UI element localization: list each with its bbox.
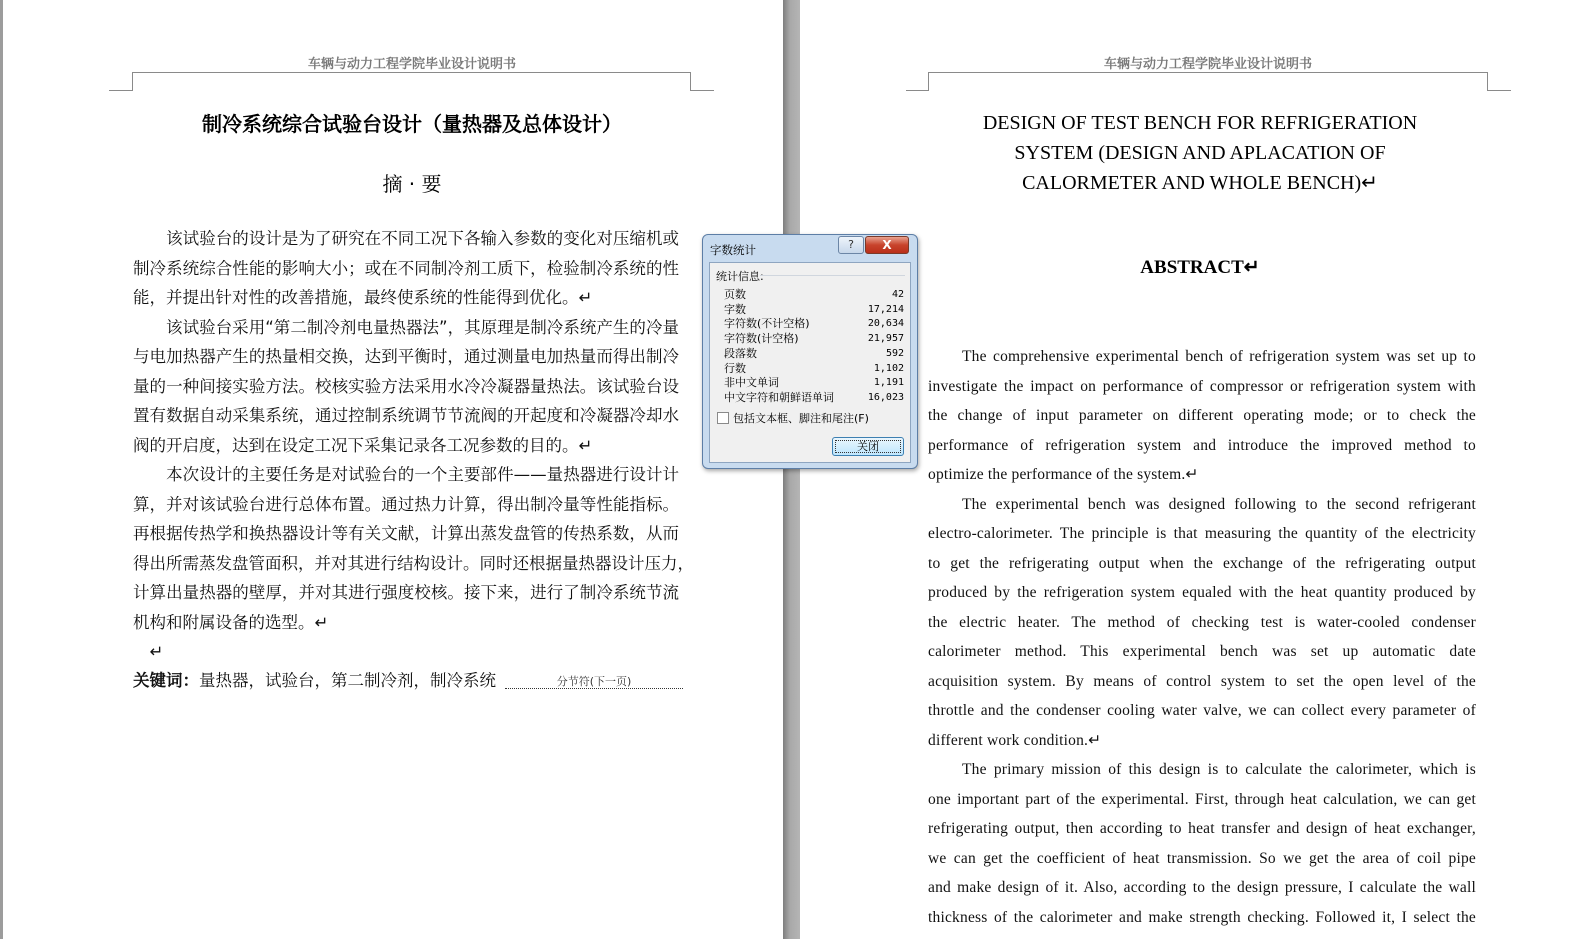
- text-line: optimize the performance of the system.↵: [928, 466, 1199, 483]
- keywords: 量热器，试验台，第二制冷剂，制冷系统: [199, 671, 496, 690]
- right-page[interactable]: [800, 0, 1595, 939]
- text-line: different work condition.↵: [928, 731, 1102, 749]
- text-line: performance of refrigeration system and introduce the improved method to: [928, 436, 1476, 454]
- abstract-heading: ABSTRACT↵: [1140, 257, 1260, 278]
- text-line: 制冷系统综合性能的影响大小；或在不同制冷剂工质下，检验制冷系统的性: [133, 258, 679, 278]
- group-separator: [760, 275, 905, 276]
- text-line: 再根据传热学和换热器设计等有关文献，计算出蒸发盘管的传热系数，从而: [133, 524, 679, 543]
- text-line: investigate the impact on performance of compressor or refrigeration system with: [928, 377, 1476, 395]
- text-line: The experimental bench was designed following to the second refrigerant: [962, 495, 1476, 513]
- text-line: to get the refrigerating output when the exchange of the refrigerating output: [928, 554, 1476, 572]
- text-line: 该试验台的设计是为了研究在不同工况下各输入参数的变化对压缩机或: [133, 229, 679, 248]
- english-title: [900, 108, 1500, 198]
- text-line: we can get the coefficient of heat transmission. So we get the area of coil pipe: [928, 849, 1476, 867]
- text-line: The primary mission of this design is to calculate the calorimeter, which is: [962, 761, 1476, 778]
- close-icon[interactable]: X: [865, 236, 909, 254]
- keywords-label: 关键词：: [133, 671, 199, 690]
- statistics-group-label: 统计信息:: [716, 270, 764, 283]
- stat-row: [724, 317, 904, 331]
- text-line: 算，并对该试验台进行总体布置。通过热力计算，得出制冷量等性能指标。: [133, 494, 679, 514]
- stat-label: 字符数(计空格): [724, 332, 799, 346]
- stat-value: 592: [885, 347, 904, 359]
- text-line: ↵: [133, 642, 164, 661]
- stat-row: [724, 332, 904, 346]
- stat-value: 16,023: [867, 391, 904, 403]
- dialog-title: 字数统计: [710, 243, 756, 257]
- text-line: 计算出量热器的壁厚，并对其进行强度校核。接下来，进行了制冷系统节流: [133, 583, 679, 602]
- word-count-dialog: [702, 234, 918, 469]
- text-line: 置有数据自动采集系统，通过控制系统调节节流阀的开起度和冷凝器冷却水: [133, 406, 679, 425]
- include-textboxes-checkbox[interactable]: [717, 412, 729, 424]
- include-textboxes-label[interactable]: 包括文本框、脚注和尾注(F): [733, 412, 869, 425]
- abstract-heading: 摘 · 要: [382, 172, 442, 196]
- stat-row: [724, 347, 904, 361]
- text-line: calorimeter method. This experimental bench was set up automatic date: [928, 643, 1476, 660]
- text-line: electro-calorimeter. The principle is that measuring the quantity of the electricity: [928, 525, 1476, 542]
- text-line: one important part of the experimental. First, through heat calculation, we can get: [928, 790, 1476, 808]
- page-header: 车辆与动力工程学院毕业设计说明书: [1103, 57, 1312, 72]
- stat-value: 1,191: [873, 377, 904, 389]
- text-line: refrigerating output, then according to heat transfer and design of heat exchanger,: [928, 820, 1476, 837]
- text-line: 与电加热器产生的热量相交换，达到平衡时，通过测量电加热量而得出制冷: [133, 347, 679, 366]
- stat-value: 1,102: [873, 362, 904, 374]
- stat-value: 20,634: [867, 318, 904, 330]
- stat-value: 17,214: [867, 303, 904, 315]
- header-rule-right: [1487, 90, 1511, 91]
- header-rule-left: [906, 90, 929, 91]
- stat-row: [724, 303, 904, 317]
- stat-row: [724, 391, 904, 405]
- stat-row: [724, 288, 904, 302]
- title-line: SYSTEM (DESIGN AND APLACATION OF: [1014, 142, 1386, 164]
- dialog-body: [709, 262, 911, 463]
- stat-value: 21,957: [867, 333, 904, 345]
- text-line: thickness of the calorimeter and make strength checking. Followed it, I select the: [928, 908, 1476, 926]
- header-rule: [132, 72, 691, 91]
- keywords-line: [133, 670, 693, 692]
- page-gutter: [783, 0, 800, 939]
- text-line: the change of input parameter on different operating mode; or to check the: [928, 407, 1476, 424]
- text-line: 该试验台采用“第二制冷剂电量热器法”，其原理是制冷系统产生的冷量: [133, 317, 679, 337]
- stat-value: 42: [891, 289, 904, 300]
- text-line: produced by the refrigeration system equaled with the heat quantity produced by: [928, 584, 1476, 601]
- header-rule-right: [690, 90, 714, 91]
- text-line: and make design of it. Also, according to the design pressure, I calculate the wall: [928, 879, 1476, 896]
- stat-label: 段落数: [724, 346, 757, 360]
- document-title: 制冷系统综合试验台设计（量热器及总体设计）: [202, 112, 622, 136]
- stat-label: 行数: [724, 361, 746, 375]
- stat-row: [724, 362, 904, 376]
- header-rule: [928, 72, 1488, 91]
- stat-row: [724, 376, 904, 390]
- text-line: the electric heater. The method of checking test is water-cooled condenser: [928, 613, 1476, 631]
- text-line: throttle and the condenser cooling water valve, we can collect every parameter of: [928, 702, 1476, 719]
- help-button[interactable]: ?: [838, 236, 864, 254]
- title-line: CALORMETER AND WHOLE BENCH)↵: [1022, 172, 1378, 194]
- section-break-marker: 分节符(下一页): [505, 674, 683, 689]
- text-line: 能，并提出针对性的改善措施，最终使系统的性能得到优化。↵: [133, 288, 593, 307]
- text-line: acquisition system. By means of control system to set the open level of the: [928, 672, 1476, 690]
- header-rule-left: [109, 90, 133, 91]
- text-line: 阀的开启度，达到在设定工况下采集记录各工况参数的目的。↵: [133, 435, 593, 455]
- text-line: 得出所需蒸发盘管面积，并对其进行结构设计。同时还根据量热器设计压力，: [133, 553, 694, 573]
- stat-label: 非中文单词: [724, 376, 779, 390]
- left-page[interactable]: [3, 0, 783, 939]
- text-line: 本次设计的主要任务是对试验台的一个主要部件——量热器进行设计计: [133, 465, 679, 484]
- close-button[interactable]: 关闭: [832, 437, 904, 456]
- stat-label: 字数: [724, 302, 746, 316]
- text-line: 机构和附属设备的选型。↵: [133, 612, 329, 632]
- page-header: 车辆与动力工程学院毕业设计说明书: [307, 57, 516, 72]
- stat-label: 中文字符和朝鲜语单词: [724, 390, 834, 404]
- text-line: The comprehensive experimental bench of refrigeration system was set up to: [962, 348, 1476, 365]
- stat-label: 页数: [724, 288, 746, 301]
- title-line: DESIGN OF TEST BENCH FOR REFRIGERATION: [982, 112, 1418, 134]
- text-line: 量的一种间接实验方法。校核实验方法采用水冷冷凝器量热法。该试验台设: [133, 376, 679, 396]
- stat-label: 字符数(不计空格): [724, 317, 810, 331]
